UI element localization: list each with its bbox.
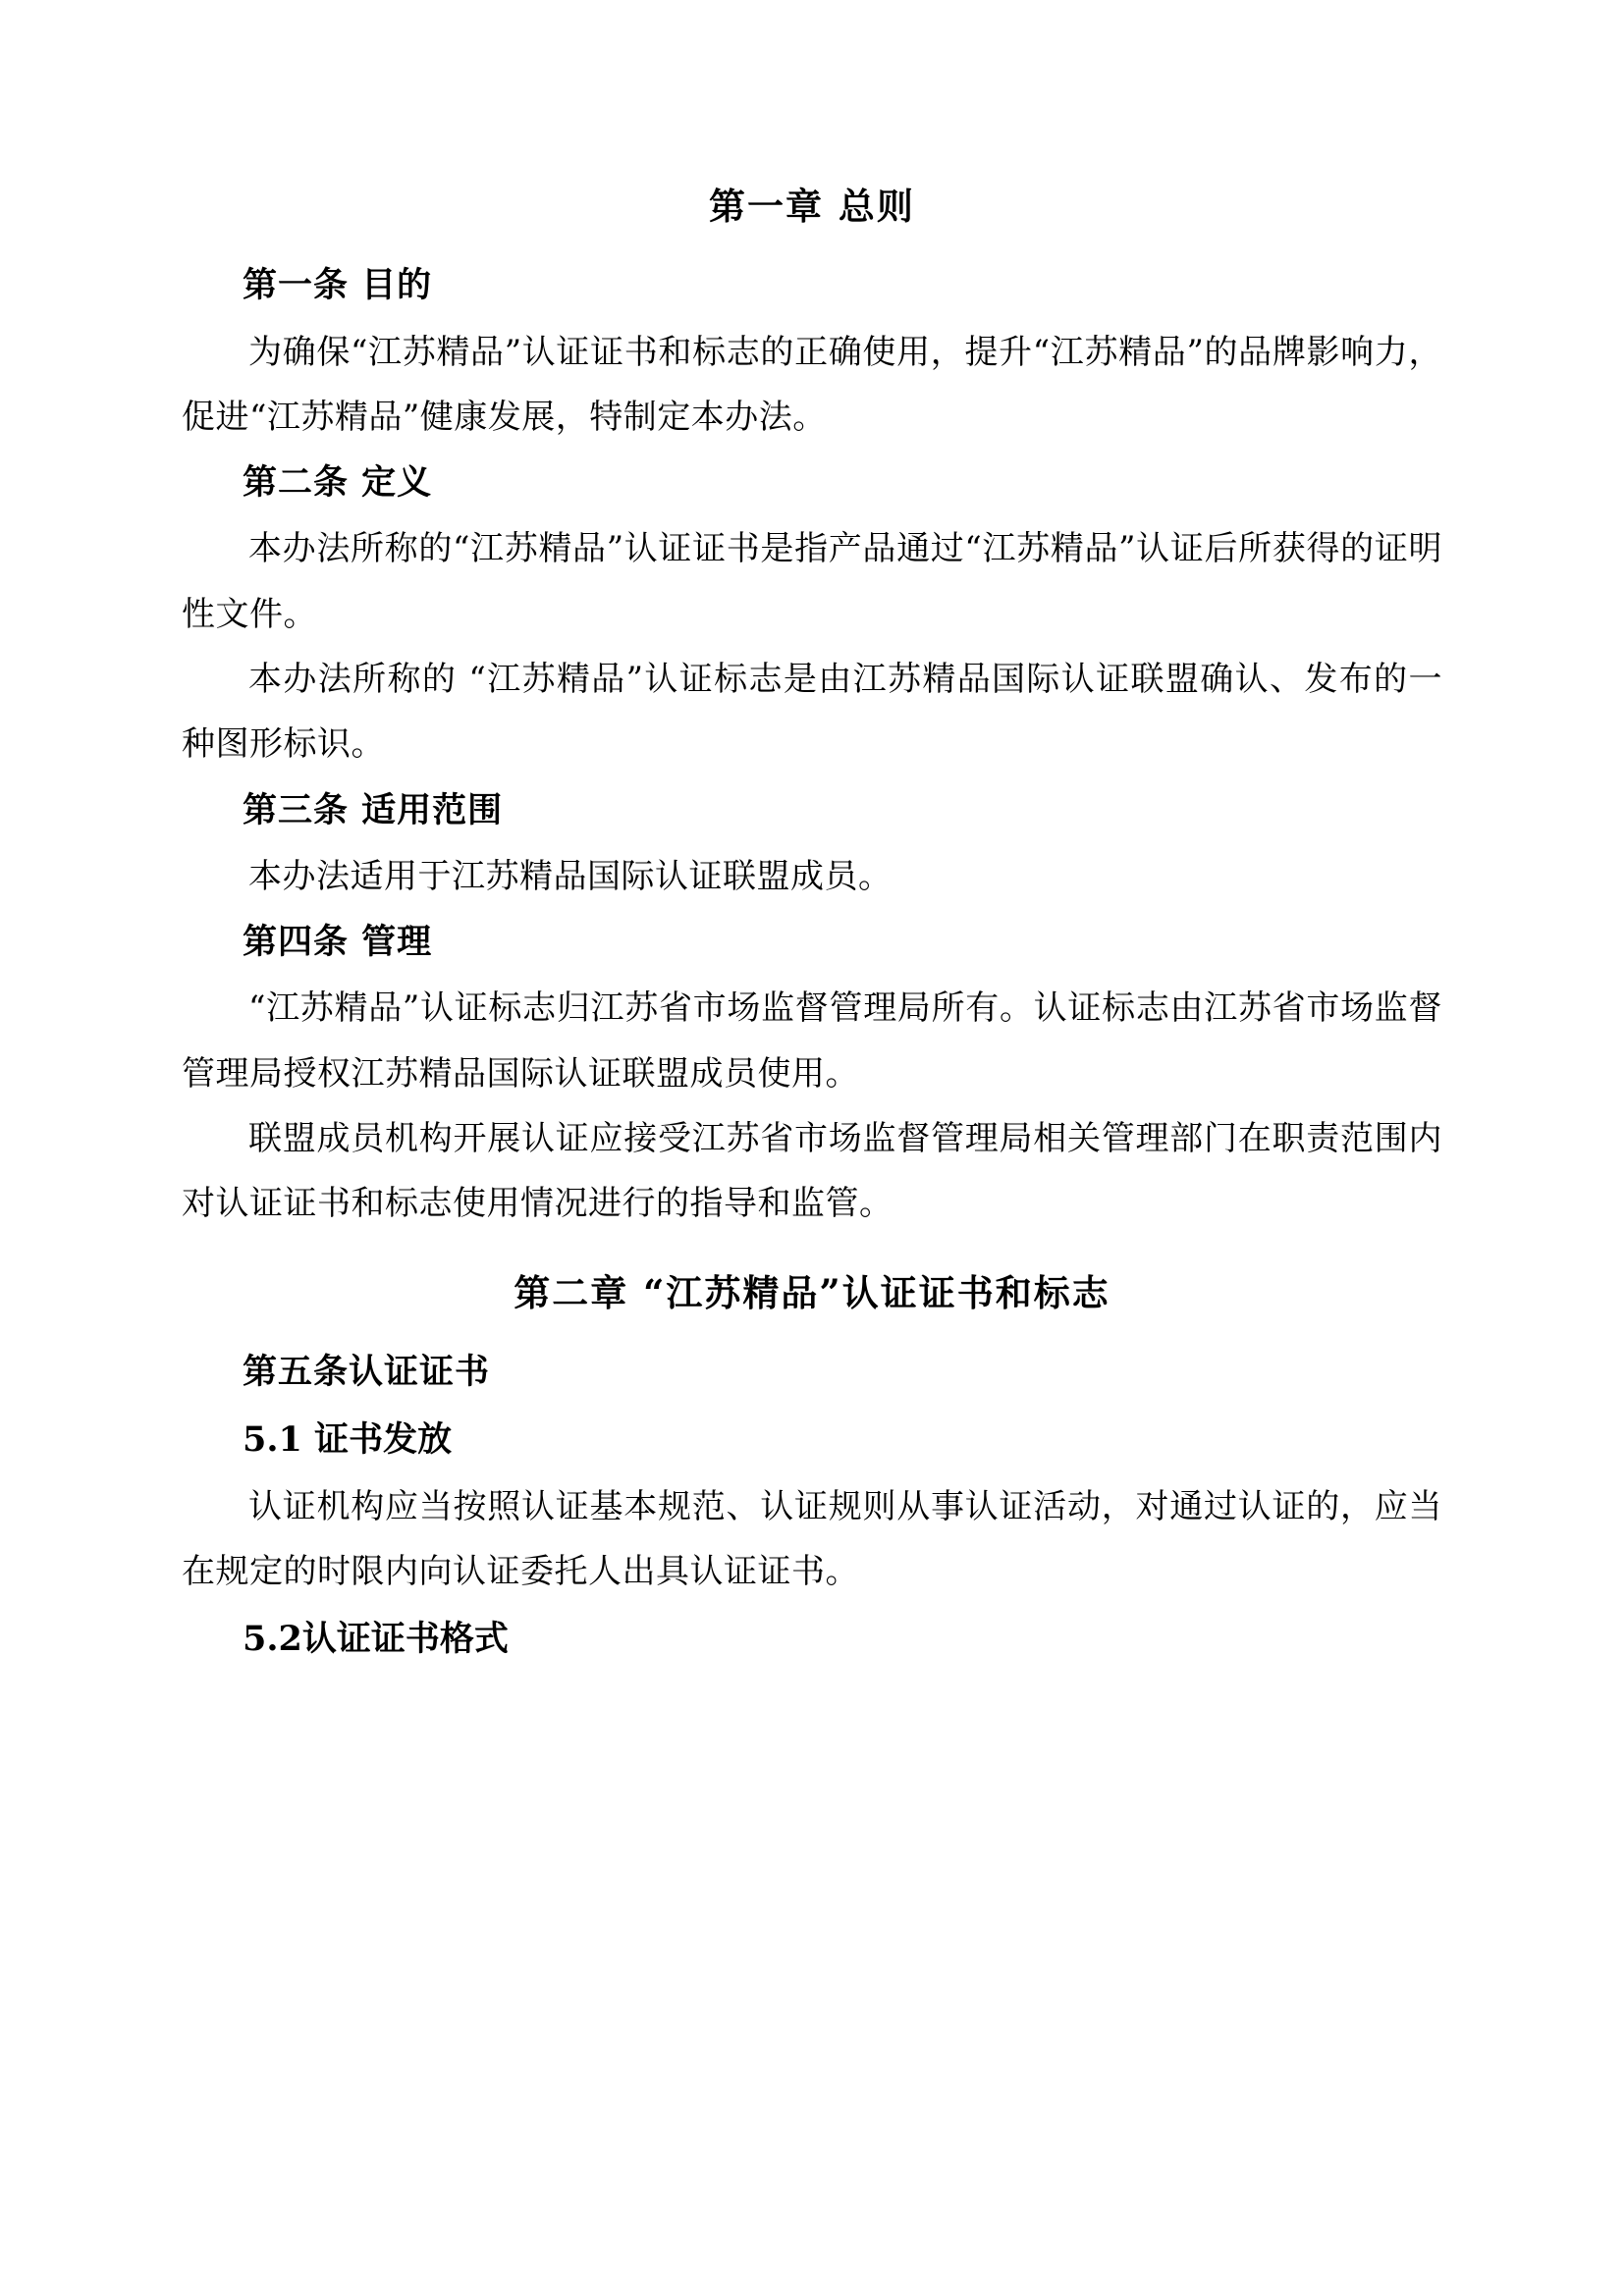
article-heading-3: 第三条 适用范围 xyxy=(243,789,504,830)
document-body xyxy=(182,172,1442,1674)
chapter-heading-1: 第一章 总则 xyxy=(709,185,915,228)
paragraph-scope: 本办法适用于江苏精品国际认证联盟成员。 xyxy=(248,856,893,896)
paragraph-definition-certificate: 本办法所称的“江苏精品”认证证书是指产品通过“江苏精品”认证后所获得的证明性文件。 xyxy=(182,529,1442,634)
paragraph-purpose: 为确保“江苏精品”认证证书和标志的正确使用，提升“江苏精品”的品牌影响力，促进“江苏精品”健康发展，特制定本办法。 xyxy=(182,332,1442,437)
subsection-heading-5-1: 5.1 证书发放 xyxy=(243,1419,453,1461)
article-heading-4: 第四条 管理 xyxy=(243,922,433,963)
paragraph-definition-mark: 本办法所称的 “江苏精品”认证标志是由江苏精品国际认证联盟确认、发布的一种图形标识。 xyxy=(182,659,1442,765)
article-heading-1: 第一条 目的 xyxy=(243,265,433,306)
chapter-heading-2: 第二章 “江苏精品”认证证书和标志 xyxy=(514,1270,1110,1314)
article-heading-5: 第五条认证证书 xyxy=(243,1351,491,1392)
paragraph-certificate-issuance: 认证机构应当按照认证基本规范、认证规则从事认证活动，对通过认证的，应当在规定的时限内向认证委托人出具认证证书。 xyxy=(182,1487,1442,1592)
paragraph-management-ownership: “江苏精品”认证标志归江苏省市场监督管理局所有。认证标志由江苏省市场监督管理局授权江苏精品国际认证联盟成员使用。 xyxy=(182,988,1442,1094)
subsection-heading-5-2: 5.2认证证书格式 xyxy=(243,1618,509,1659)
paragraph-management-supervision: 联盟成员机构开展认证应接受江苏省市场监督管理局相关管理部门在职责范围内对认证证书和标志使用情况进行的指导和监管。 xyxy=(182,1118,1442,1224)
article-heading-2: 第二条 定义 xyxy=(243,462,433,504)
